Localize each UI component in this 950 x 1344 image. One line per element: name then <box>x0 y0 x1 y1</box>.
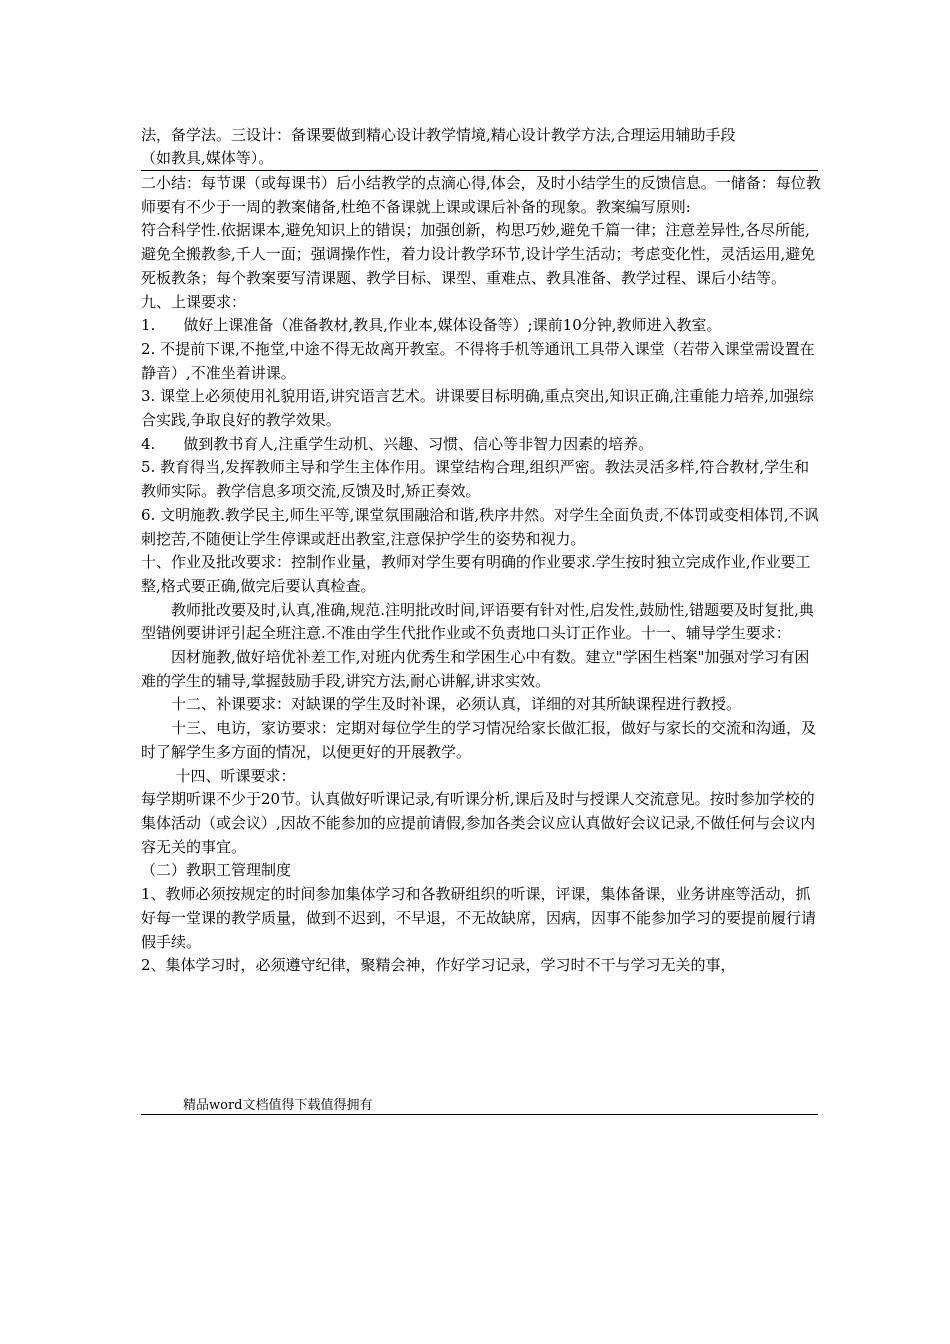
list-item-3: 3. 课堂上必须使用礼貌用语,讲究语言艺术。讲课要目标明确,重点突出,知识正确,注重能力培养,加强综合实践,争取良好的教学效果。 <box>141 387 814 430</box>
section-heading-class-requirements: 九、上课要求： <box>141 292 247 311</box>
paragraph-tutoring: 因材施教,做好培优补差工作,对班内优秀生和学困生心中有数。建立"学困生档案"加强对学习有困难的学生的辅导,掌握鼓励手段,讲究方法,耐心讲解,讲求实效。 <box>141 648 810 690</box>
footer-note: 精品word文档值得下载值得拥有 <box>183 1098 373 1113</box>
paragraph-principles: 符合科学性.依据课本,避免知识上的错误；加强创新，构思巧妙,避免千篇一律；注意差异性,各尽所能,避免全搬教参,千人一面；强调操作性，着力设计教学环节,设计学生活动；考虑变化性，灵活运用,避免死板教条；每个教案要写清课题、教学目标、课型、重难点、教具准备、教学过程、课后小结等。 <box>141 221 816 287</box>
paragraph-observation: 每学期听课不少于20节。认真做好听课记录,有听课分析,课后及时与授课人交流意见。按时参加学校的集体活动（或会议）,因故不能参加的应提前请假,参加各类会议应认真做好会议记录,不做任何与会议内容无关的事宜。 <box>141 790 816 856</box>
list-item-5: 5. 教育得当,发挥教师主导和学生主体作用。课堂结构合理,组织严密。教法灵活多样,符合教材,学生和教师实际。教学信息多项交流,反馈及时,矫正奏效。 <box>141 458 810 501</box>
list-item-2: 2. 不提前下课,不拖堂,中途不得无故离开教室。不得将手机等通讯工具带入课堂（若带入课堂需设置在静音）,不准坐着讲课。 <box>141 339 815 382</box>
paragraph-summary: 二小结：每节课（或每课书）后小结教学的点滴心得,体会，及时小结学生的反馈信息。一储备：每位教师要有不少于一周的教案储备,杜绝不备课就上课或课后补备的现象。教案编写原则: <box>141 174 821 216</box>
paragraph-staff-1: 1、教师必须按规定的时间参加集体学习和各教研组织的听课，评课，集体备课，业务讲座等活动，抓好每一堂课的教学质量，做到不迟到，不早退，不无故缺席，因病，因事不能参加学习的要提前履行请假手续。 <box>141 885 817 951</box>
list-number: 4. <box>141 434 156 453</box>
paragraph-staff-2: 2、集体学习时，必须遵守纪律，聚精会神，作好学习记录，学习时不干与学习无关的事， <box>141 956 736 975</box>
header-line-1: 法，备学法。三设计：备课要做到精心设计教学情境,精心设计教学方法,合理运用辅助手段 <box>141 126 736 144</box>
list-item-4 <box>141 433 821 457</box>
paragraph-home-visit: 十三、电访，家访要求：定期对每位学生的学习情况给家长做汇报，做好与家长的交流和沟通，及时了解学生多方面的情况，以便更好的开展教学。 <box>141 719 817 761</box>
footer-divider <box>141 1114 818 1115</box>
list-text: 做好上课准备（准备教材,教具,作业本,媒体设备等）;课前10分钟,教师进入教室。 <box>183 316 722 335</box>
list-number: 1. <box>141 316 156 335</box>
section-heading-staff-management: （二）教职工管理制度 <box>141 861 292 880</box>
list-item-6: 6. 文明施教.教学民主,师生平等,课堂氛围融洽和谐,秩序井然。对学生全面负责,不体罚或变相体罚,不讽刺挖苦,不随便让学生停课或赶出教室,注意保护学生的姿势和视力。 <box>141 505 819 548</box>
section-heading-observation: 十四、听课要求： <box>175 766 296 785</box>
list-text: 做到教书育人,注重学生动机、兴趣、习惯、信心等非智力因素的培养。 <box>183 434 654 453</box>
paragraph-homework: 十、作业及批改要求：控制作业量，教师对学生要有明确的作业要求.学生按时独立完成作业,作业要工整,格式要正确,做完后要认真检查。 <box>141 553 811 595</box>
header-line-2: （如教具,媒体等）。 <box>141 149 274 167</box>
list-item-1 <box>141 314 821 338</box>
header-text <box>141 124 821 170</box>
paragraph-makeup-class: 十二、补课要求：对缺课的学生及时补课，必须认真，详细的对其所缺课程进行教授。 <box>171 695 742 714</box>
paragraph-grading: 教师批改要及时,认真,准确,规范.注明批改时间,评语要有针对性,启发性,鼓励性,错题要及时复批,典型错例要讲评引起全班注意.不准由学生代批作业或不负责地口头订正作业。十一、辅导学生要求： <box>141 600 814 643</box>
header-divider <box>141 170 818 171</box>
document-body <box>141 172 821 978</box>
